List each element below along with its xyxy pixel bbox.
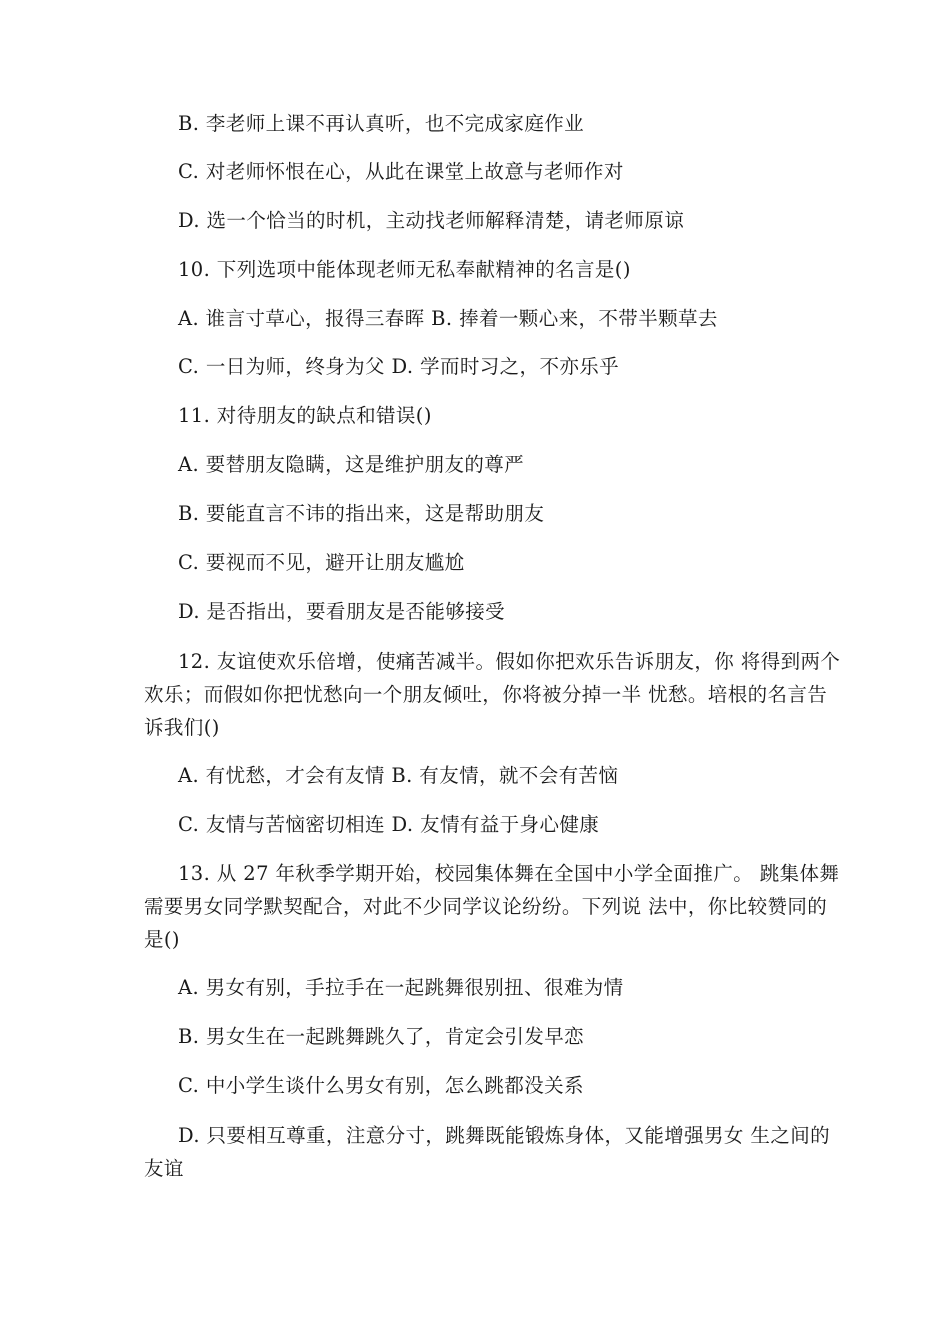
question-11: 11. 对待朋友的缺点和错误() — [178, 404, 432, 427]
option-11c: C. 要视而不见，避开让朋友尴尬 — [178, 551, 465, 574]
option-13c: C. 中小学生谈什么男女有别，怎么跳都没关系 — [178, 1074, 584, 1097]
option-9c: C. 对老师怀恨在心，从此在课堂上故意与老师作对 — [178, 160, 624, 183]
question-13: 13. 从 27 年秋季学期开始，校园集体舞在全国中小学全面推广。 跳集体舞需要男女同学默契配合，对此不少同学议论纷纷。下列说 法中，你比较赞同的是() — [144, 862, 840, 951]
option-11b: B. 要能直言不讳的指出来，这是帮助朋友 — [178, 502, 545, 525]
option-9b: B. 李老师上课不再认真听，也不完成家庭作业 — [178, 112, 585, 135]
option-13b: B. 男女生在一起跳舞跳久了，肯定会引发早恋 — [178, 1025, 585, 1048]
options-10ab: A. 谁言寸草心，报得三春晖 B. 捧着一颗心来，不带半颗草去 — [178, 307, 718, 330]
option-13a: A. 男女有别，手拉手在一起跳舞很别扭、很难为情 — [178, 976, 624, 999]
question-12: 12. 友谊使欢乐倍增，使痛苦减半。假如你把欢乐告诉朋友，你 将得到两个欢乐；而假如你把忧愁向一个朋友倾吐，你将被分掉一半 忧愁。培根的名言告诉我们() — [144, 650, 841, 739]
option-13d: D. 只要相互尊重，注意分寸，跳舞既能锻炼身体，又能增强男女 生之间的友谊 — [144, 1124, 831, 1180]
options-12ab: A. 有忧愁，才会有友情 B. 有友情，就不会有苦恼 — [178, 764, 619, 787]
option-11a: A. 要替朋友隐瞒，这是维护朋友的尊严 — [178, 453, 525, 476]
question-10: 10. 下列选项中能体现老师无私奉献精神的名言是() — [178, 258, 631, 281]
option-11d: D. 是否指出，要看朋友是否能够接受 — [178, 600, 506, 623]
option-9d: D. 选一个恰当的时机，主动找老师解释清楚，请老师原谅 — [178, 209, 685, 232]
options-12cd: C. 友情与苦恼密切相连 D. 友情有益于身心健康 — [178, 813, 600, 836]
options-10cd: C. 一日为师，终身为父 D. 学而时习之，不亦乐乎 — [178, 355, 620, 378]
